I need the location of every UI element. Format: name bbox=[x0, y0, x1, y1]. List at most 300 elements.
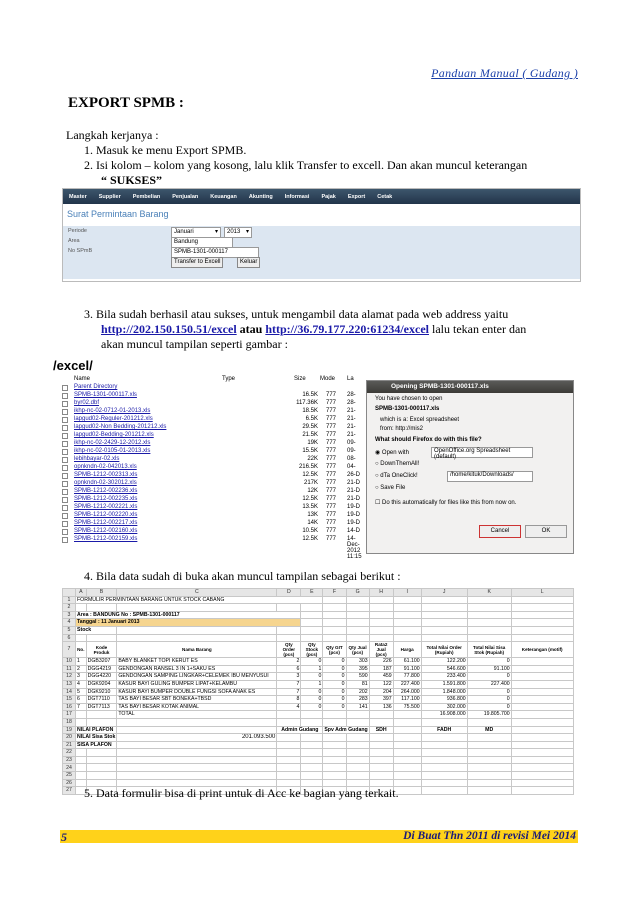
cell bbox=[117, 626, 277, 634]
file-name[interactable]: SPMB-1212-002217.xls bbox=[74, 520, 138, 526]
cell bbox=[369, 619, 393, 627]
file-checkbox[interactable] bbox=[62, 537, 68, 543]
file-checkbox[interactable] bbox=[62, 465, 68, 471]
sheet-date: Tanggal : 11 Januari 2013 bbox=[76, 619, 301, 627]
data-cell: 0 bbox=[301, 703, 323, 711]
file-checkbox[interactable] bbox=[62, 489, 68, 495]
file-name[interactable]: SPMB-1212-002236.xls bbox=[74, 488, 138, 494]
row-header[interactable]: 4 bbox=[63, 619, 76, 627]
row-header[interactable]: 17 bbox=[63, 711, 76, 719]
cell bbox=[301, 756, 323, 764]
data-cell: 7 bbox=[76, 703, 87, 711]
file-name[interactable]: lapgud02-Non Bedding-201212.xls bbox=[74, 424, 167, 430]
cancel-button[interactable]: Cancel bbox=[479, 525, 521, 538]
col-header[interactable]: H bbox=[369, 589, 393, 597]
cell bbox=[511, 680, 573, 688]
cell bbox=[86, 711, 117, 719]
downthemall-radio[interactable]: ○ DownThemAll! bbox=[375, 461, 420, 467]
file-checkbox[interactable] bbox=[62, 481, 68, 487]
transfer-to-excel-button[interactable]: Transfer to Excell bbox=[171, 257, 223, 268]
data-cell: 233.400 bbox=[421, 673, 467, 681]
step-2: 2. Isi kolom – kolom yang kosong, lalu klik Transfer to excell. Dan akan muncul keterangan bbox=[84, 158, 528, 172]
file-mode: 777 bbox=[326, 440, 337, 446]
cell bbox=[86, 749, 117, 757]
cell bbox=[511, 673, 573, 681]
file-mode: 777 bbox=[326, 424, 337, 430]
cell bbox=[421, 611, 467, 619]
cell bbox=[467, 741, 511, 749]
ok-button[interactable]: OK bbox=[525, 525, 567, 538]
row-header[interactable]: 27 bbox=[63, 787, 76, 795]
col-header[interactable]: F bbox=[323, 589, 346, 597]
cell bbox=[511, 696, 573, 704]
menu-item-1[interactable]: Supplier bbox=[98, 193, 121, 200]
file-row[interactable] bbox=[62, 496, 362, 504]
cell bbox=[511, 596, 573, 604]
file-row[interactable] bbox=[62, 448, 362, 456]
hdr-total-stok: Total Nilai Sisa Stok (Rupiah) bbox=[467, 642, 511, 658]
data-cell: KASUR BAYI BUMPER DOUBLE FUNGSI SOFA ANAK ES bbox=[117, 688, 277, 696]
data-cell: 936.800 bbox=[421, 696, 467, 704]
row-header[interactable]: 10 bbox=[63, 658, 76, 666]
cell bbox=[301, 772, 323, 780]
cell bbox=[76, 634, 87, 642]
file-row[interactable] bbox=[62, 464, 362, 472]
data-cell: 141 bbox=[346, 703, 369, 711]
file-name[interactable]: SPMB-1212-002313.xls bbox=[74, 472, 138, 478]
file-size: 13K bbox=[307, 512, 318, 518]
row-header[interactable]: 26 bbox=[63, 779, 76, 787]
file-name[interactable]: opnkndn-02-042013.xls bbox=[74, 464, 137, 470]
data-cell: 226 bbox=[369, 658, 393, 666]
save-file-radio[interactable]: ○ Save File bbox=[375, 485, 406, 491]
data-cell: 4 bbox=[277, 703, 301, 711]
sheet-stock: Stock bbox=[76, 626, 117, 634]
cell bbox=[76, 772, 87, 780]
cell bbox=[467, 764, 511, 772]
row-header[interactable]: 12 bbox=[63, 673, 76, 681]
row-header[interactable]: 22 bbox=[63, 749, 76, 757]
chevron-down-icon: ▾ bbox=[245, 229, 249, 235]
sig-admin: Admin Gudang bbox=[277, 726, 323, 734]
page-footer bbox=[60, 830, 578, 843]
data-cell: 0 bbox=[301, 688, 323, 696]
col-type: Type bbox=[222, 376, 236, 382]
file-name[interactable]: ikhp-nc-02-2429-12-2012.xls bbox=[74, 440, 151, 446]
file-size: 29.5K bbox=[302, 424, 318, 430]
file-name[interactable]: SPMB-1212-002160.xls bbox=[74, 528, 138, 534]
hdr-qty-order: Qty Order (pcs) bbox=[277, 642, 301, 658]
file-name[interactable]: lapgud02-Bedding-201212.xls bbox=[74, 432, 154, 438]
cell bbox=[346, 711, 369, 719]
file-checkbox[interactable] bbox=[62, 441, 68, 447]
file-checkbox[interactable] bbox=[62, 393, 68, 399]
data-cell: 459 bbox=[369, 673, 393, 681]
cell bbox=[511, 634, 573, 642]
file-checkbox[interactable] bbox=[62, 385, 68, 391]
data-cell: 0 bbox=[301, 673, 323, 681]
file-checkbox[interactable] bbox=[62, 425, 68, 431]
data-cell: 8 bbox=[277, 696, 301, 704]
data-cell: 590 bbox=[346, 673, 369, 681]
file-row[interactable] bbox=[62, 512, 362, 520]
col-header[interactable]: G bbox=[346, 589, 369, 597]
file-mode: 777 bbox=[326, 472, 337, 478]
page-number: 5 bbox=[61, 830, 67, 844]
file-row[interactable] bbox=[62, 392, 362, 400]
row-header[interactable]: 21 bbox=[63, 741, 76, 749]
hdr-harga: Harga bbox=[393, 642, 421, 658]
data-cell: 0 bbox=[467, 658, 511, 666]
cell bbox=[346, 604, 369, 612]
url-link-2[interactable]: http://36.79.177.220:61234/excel bbox=[265, 322, 429, 336]
data-cell: 5 bbox=[76, 688, 87, 696]
cell bbox=[323, 749, 346, 757]
data-cell: TAS BAYI BESAR KOTAK ANIMAL bbox=[117, 703, 277, 711]
file-size: 12.5K bbox=[302, 472, 318, 478]
file-date: 28- bbox=[347, 392, 356, 398]
file-row[interactable] bbox=[62, 520, 362, 528]
file-mode: 777 bbox=[326, 448, 337, 454]
cell bbox=[346, 634, 369, 642]
file-size: 18.5K bbox=[302, 408, 318, 414]
file-date: 09- bbox=[347, 448, 356, 454]
cell bbox=[467, 611, 511, 619]
file-name[interactable]: ikhp-nc-02-0105-01-2013.xls bbox=[74, 448, 151, 454]
hdr-qty-stock: Qty Stock (pcs) bbox=[301, 642, 323, 658]
row-header[interactable]: 19 bbox=[63, 726, 76, 734]
sheet-title: FORMULIR PERMINTAAN BARANG UNTUK STOCK CABANG bbox=[76, 596, 323, 604]
cell bbox=[511, 741, 573, 749]
data-cell: 136 bbox=[369, 703, 393, 711]
file-row[interactable] bbox=[62, 424, 362, 432]
file-checkbox[interactable] bbox=[62, 497, 68, 503]
cell bbox=[117, 726, 277, 734]
data-cell: 0 bbox=[323, 696, 346, 704]
row-header[interactable]: 20 bbox=[63, 734, 76, 742]
cell bbox=[369, 749, 393, 757]
cell bbox=[369, 764, 393, 772]
cell bbox=[277, 634, 301, 642]
file-mode: 777 bbox=[326, 456, 337, 462]
file-name[interactable]: Parent Directory bbox=[74, 384, 118, 390]
file-mode: 777 bbox=[326, 520, 337, 526]
file-row[interactable] bbox=[62, 456, 362, 464]
file-checkbox[interactable] bbox=[62, 409, 68, 415]
cell bbox=[277, 604, 301, 612]
file-checkbox[interactable] bbox=[62, 417, 68, 423]
data-cell: 0 bbox=[467, 673, 511, 681]
cell bbox=[117, 749, 277, 757]
file-name[interactable]: SPMB-1212-002220.xls bbox=[74, 512, 138, 518]
open-file-dialog bbox=[366, 380, 574, 554]
cell bbox=[511, 665, 573, 673]
file-mode: 777 bbox=[326, 512, 337, 518]
cell bbox=[86, 604, 117, 612]
data-cell: 2 bbox=[76, 665, 87, 673]
open-with-radio[interactable]: ◉ Open with bbox=[375, 450, 409, 456]
file-name[interactable]: SPMB-1301-000117.xls bbox=[74, 392, 137, 398]
data-cell: 303 bbox=[346, 658, 369, 666]
nospmb-input[interactable]: SPMB-1301-000117 bbox=[171, 247, 259, 258]
menu-item-6[interactable]: Informasi bbox=[284, 193, 310, 200]
data-cell: 202 bbox=[346, 688, 369, 696]
data-cell: 397 bbox=[369, 696, 393, 704]
file-date: 21-D bbox=[347, 480, 361, 486]
file-date: 21-D bbox=[347, 488, 361, 494]
cell bbox=[393, 726, 421, 734]
data-cell: 122.200 bbox=[421, 658, 467, 666]
auto-label: Do this automatically for files like this from now on. bbox=[382, 500, 517, 506]
file-size: 14K bbox=[307, 520, 318, 526]
col-last: La bbox=[347, 376, 354, 382]
downthemall-label: DownThemAll! bbox=[380, 461, 420, 467]
data-cell: 1 bbox=[301, 680, 323, 688]
cell bbox=[511, 726, 573, 734]
row-header[interactable]: 16 bbox=[63, 703, 76, 711]
file-row[interactable] bbox=[62, 416, 362, 424]
row-header[interactable]: 7 bbox=[63, 642, 76, 658]
cell bbox=[323, 764, 346, 772]
file-mode: 777 bbox=[326, 480, 337, 486]
cell bbox=[393, 718, 421, 726]
file-name[interactable]: opnkndn-02-302012.xls bbox=[74, 480, 137, 486]
cell bbox=[511, 749, 573, 757]
form-panel bbox=[63, 226, 580, 279]
file-date: 21- bbox=[347, 416, 356, 422]
cell bbox=[86, 756, 117, 764]
col-header[interactable]: D bbox=[277, 589, 301, 597]
cell bbox=[117, 604, 277, 612]
data-cell: 122 bbox=[369, 680, 393, 688]
file-mode: 777 bbox=[326, 536, 337, 542]
file-row[interactable] bbox=[62, 432, 362, 440]
file-checkbox[interactable] bbox=[62, 449, 68, 455]
data-cell: 75.500 bbox=[393, 703, 421, 711]
data-cell: 1 bbox=[76, 658, 87, 666]
auto-checkbox[interactable]: ☐ Do this automatically for files like this from now on. bbox=[375, 500, 517, 506]
file-size: 19K bbox=[307, 440, 318, 446]
col-header[interactable]: K bbox=[467, 589, 511, 597]
hdr-total-order: Total Nilai Order (Rupiah) bbox=[421, 642, 467, 658]
cell bbox=[323, 741, 346, 749]
row-header[interactable]: 24 bbox=[63, 764, 76, 772]
file-date: 28- bbox=[347, 400, 356, 406]
cell bbox=[393, 756, 421, 764]
col-header[interactable]: A bbox=[76, 589, 87, 597]
cell bbox=[511, 619, 573, 627]
cell bbox=[511, 611, 573, 619]
hdr-kode: Kode Produk bbox=[86, 642, 117, 658]
row-header[interactable]: 11 bbox=[63, 665, 76, 673]
cell bbox=[511, 703, 573, 711]
data-cell: 81 bbox=[346, 680, 369, 688]
file-date: 21- bbox=[347, 408, 356, 414]
menu-item-9[interactable]: Cetak bbox=[377, 193, 393, 200]
row-header[interactable]: 14 bbox=[63, 688, 76, 696]
dialog-which: which is a: Excel spreadsheet bbox=[380, 417, 460, 423]
file-row[interactable] bbox=[62, 400, 362, 408]
data-cell: GENDONGAN SAMPING LINGKAR+CELEMEK IBU MENYUSUI bbox=[117, 673, 277, 681]
cell bbox=[467, 756, 511, 764]
oneclick-radio[interactable]: ○ dTa OneClick! bbox=[375, 473, 418, 479]
row-header[interactable]: 2 bbox=[63, 604, 76, 612]
file-row[interactable] bbox=[62, 488, 362, 496]
row-header[interactable]: 18 bbox=[63, 718, 76, 726]
data-cell: 6 bbox=[76, 696, 87, 704]
data-cell: 0 bbox=[323, 658, 346, 666]
cell bbox=[117, 772, 277, 780]
col-mode: Mode bbox=[320, 376, 336, 382]
data-cell: 2 bbox=[277, 658, 301, 666]
cell bbox=[467, 749, 511, 757]
cell bbox=[301, 619, 323, 627]
data-cell: 0 bbox=[467, 688, 511, 696]
data-cell: 1.848.000 bbox=[421, 688, 467, 696]
data-cell: DGK9210 bbox=[86, 688, 117, 696]
cell bbox=[369, 611, 393, 619]
sig-spv: Spv Adm Gudang bbox=[324, 726, 368, 733]
file-row[interactable] bbox=[62, 408, 362, 416]
area-input[interactable]: Bandung bbox=[171, 237, 233, 248]
col-header[interactable]: J bbox=[421, 589, 467, 597]
url-link-1[interactable]: http://202.150.150.51/excel bbox=[101, 322, 237, 336]
file-checkbox[interactable] bbox=[62, 505, 68, 511]
cell bbox=[346, 749, 369, 757]
row-header[interactable]: 5 bbox=[63, 626, 76, 634]
cell bbox=[346, 596, 369, 604]
menu-item-4[interactable]: Keuangan bbox=[210, 193, 237, 200]
file-name[interactable]: byr02.dbf bbox=[74, 400, 100, 406]
cell bbox=[393, 619, 421, 627]
cell bbox=[369, 711, 393, 719]
data-cell: 0 bbox=[323, 680, 346, 688]
data-cell: 117.100 bbox=[393, 696, 421, 704]
row-header[interactable]: 25 bbox=[63, 772, 76, 780]
cell bbox=[117, 634, 277, 642]
dialog-question: What should Firefox do with this file? bbox=[375, 437, 482, 443]
file-row[interactable] bbox=[62, 384, 362, 392]
col-header[interactable]: C bbox=[117, 589, 277, 597]
file-date: 09- bbox=[347, 440, 356, 446]
col-header[interactable]: I bbox=[393, 589, 421, 597]
file-row[interactable] bbox=[62, 504, 362, 512]
cell bbox=[323, 604, 346, 612]
cell bbox=[369, 772, 393, 780]
file-row[interactable] bbox=[62, 440, 362, 448]
data-cell: 0 bbox=[467, 696, 511, 704]
row-header[interactable]: 6 bbox=[63, 634, 76, 642]
file-row[interactable] bbox=[62, 528, 362, 536]
file-checkbox[interactable] bbox=[62, 513, 68, 519]
cell bbox=[76, 711, 87, 719]
cell bbox=[467, 779, 511, 787]
cell bbox=[393, 734, 421, 742]
app-select[interactable] bbox=[431, 447, 533, 458]
file-name[interactable]: SPMB-1212-002235.xls bbox=[74, 496, 138, 502]
data-cell: 0 bbox=[323, 665, 346, 673]
cell bbox=[277, 718, 301, 726]
cell bbox=[346, 764, 369, 772]
file-size: 16.5K bbox=[302, 392, 318, 398]
step-3-cont: akan muncul tampilan seperti gambar : bbox=[101, 337, 288, 351]
file-checkbox[interactable] bbox=[62, 521, 68, 527]
col-header[interactable]: B bbox=[86, 589, 117, 597]
file-checkbox[interactable] bbox=[62, 433, 68, 439]
data-cell: 283 bbox=[346, 696, 369, 704]
file-checkbox[interactable] bbox=[62, 529, 68, 535]
file-name[interactable]: ikhp-nc-02-0712-01-2013.xls bbox=[74, 408, 151, 414]
file-name[interactable]: lebihbayar-02.xls bbox=[74, 456, 120, 462]
col-header[interactable]: E bbox=[301, 589, 323, 597]
cell bbox=[76, 604, 87, 612]
menu-item-7[interactable]: Pajak bbox=[321, 193, 336, 200]
menu-item-8[interactable]: Export bbox=[347, 193, 366, 200]
area-label: Area bbox=[68, 238, 80, 244]
menu-item-3[interactable]: Penjualan bbox=[172, 193, 199, 200]
col-header[interactable]: L bbox=[511, 589, 573, 597]
row-header[interactable]: 23 bbox=[63, 756, 76, 764]
cell bbox=[301, 634, 323, 642]
file-row[interactable] bbox=[62, 480, 362, 488]
data-cell: 7 bbox=[277, 680, 301, 688]
data-cell: 227.400 bbox=[393, 680, 421, 688]
file-name[interactable]: SPMB-1212-002221.xls bbox=[74, 504, 138, 510]
file-mode: 777 bbox=[326, 416, 337, 422]
cell bbox=[301, 749, 323, 757]
file-date: 21- bbox=[347, 424, 356, 430]
data-cell: 1 bbox=[301, 665, 323, 673]
file-mode: 777 bbox=[326, 400, 337, 406]
menu-item-0[interactable]: Master bbox=[69, 193, 87, 200]
file-name[interactable]: lapgud02-Reguler-201212.xls bbox=[74, 416, 153, 422]
cell bbox=[369, 734, 393, 742]
cell bbox=[511, 658, 573, 666]
file-checkbox[interactable] bbox=[62, 457, 68, 463]
col-name: Name bbox=[74, 376, 91, 382]
file-row[interactable] bbox=[62, 472, 362, 480]
row-header[interactable]: 3 bbox=[63, 611, 76, 619]
cell bbox=[117, 764, 277, 772]
row-header[interactable]: 13 bbox=[63, 680, 76, 688]
cell bbox=[393, 596, 421, 604]
file-row[interactable] bbox=[62, 536, 362, 560]
file-date: 26-D bbox=[347, 472, 361, 478]
data-cell: 264.000 bbox=[393, 688, 421, 696]
cell bbox=[421, 619, 467, 627]
cell bbox=[511, 772, 573, 780]
menu-item-2[interactable]: Pembelian bbox=[132, 193, 161, 200]
directory-screenshot bbox=[62, 376, 572, 560]
row-header[interactable]: 15 bbox=[63, 696, 76, 704]
cell bbox=[393, 764, 421, 772]
menu-item-5[interactable]: Akunting bbox=[248, 193, 273, 200]
file-checkbox[interactable] bbox=[62, 473, 68, 479]
file-checkbox[interactable] bbox=[62, 401, 68, 407]
dialog-from: from: http://mis2 bbox=[380, 426, 424, 432]
cell bbox=[323, 772, 346, 780]
row-header[interactable]: 1 bbox=[63, 596, 76, 604]
cell bbox=[277, 764, 301, 772]
data-cell: 0 bbox=[301, 696, 323, 704]
file-name[interactable]: SPMB-1212-002159.xls bbox=[74, 536, 138, 542]
file-size: 216.5K bbox=[298, 464, 318, 470]
file-date: 21- bbox=[347, 432, 356, 438]
cell bbox=[421, 634, 467, 642]
data-cell: BABY BLANKET TOPI KERUT ES bbox=[117, 658, 277, 666]
keluar-button[interactable]: Keluar bbox=[237, 257, 260, 268]
download-path-select[interactable] bbox=[447, 471, 533, 482]
